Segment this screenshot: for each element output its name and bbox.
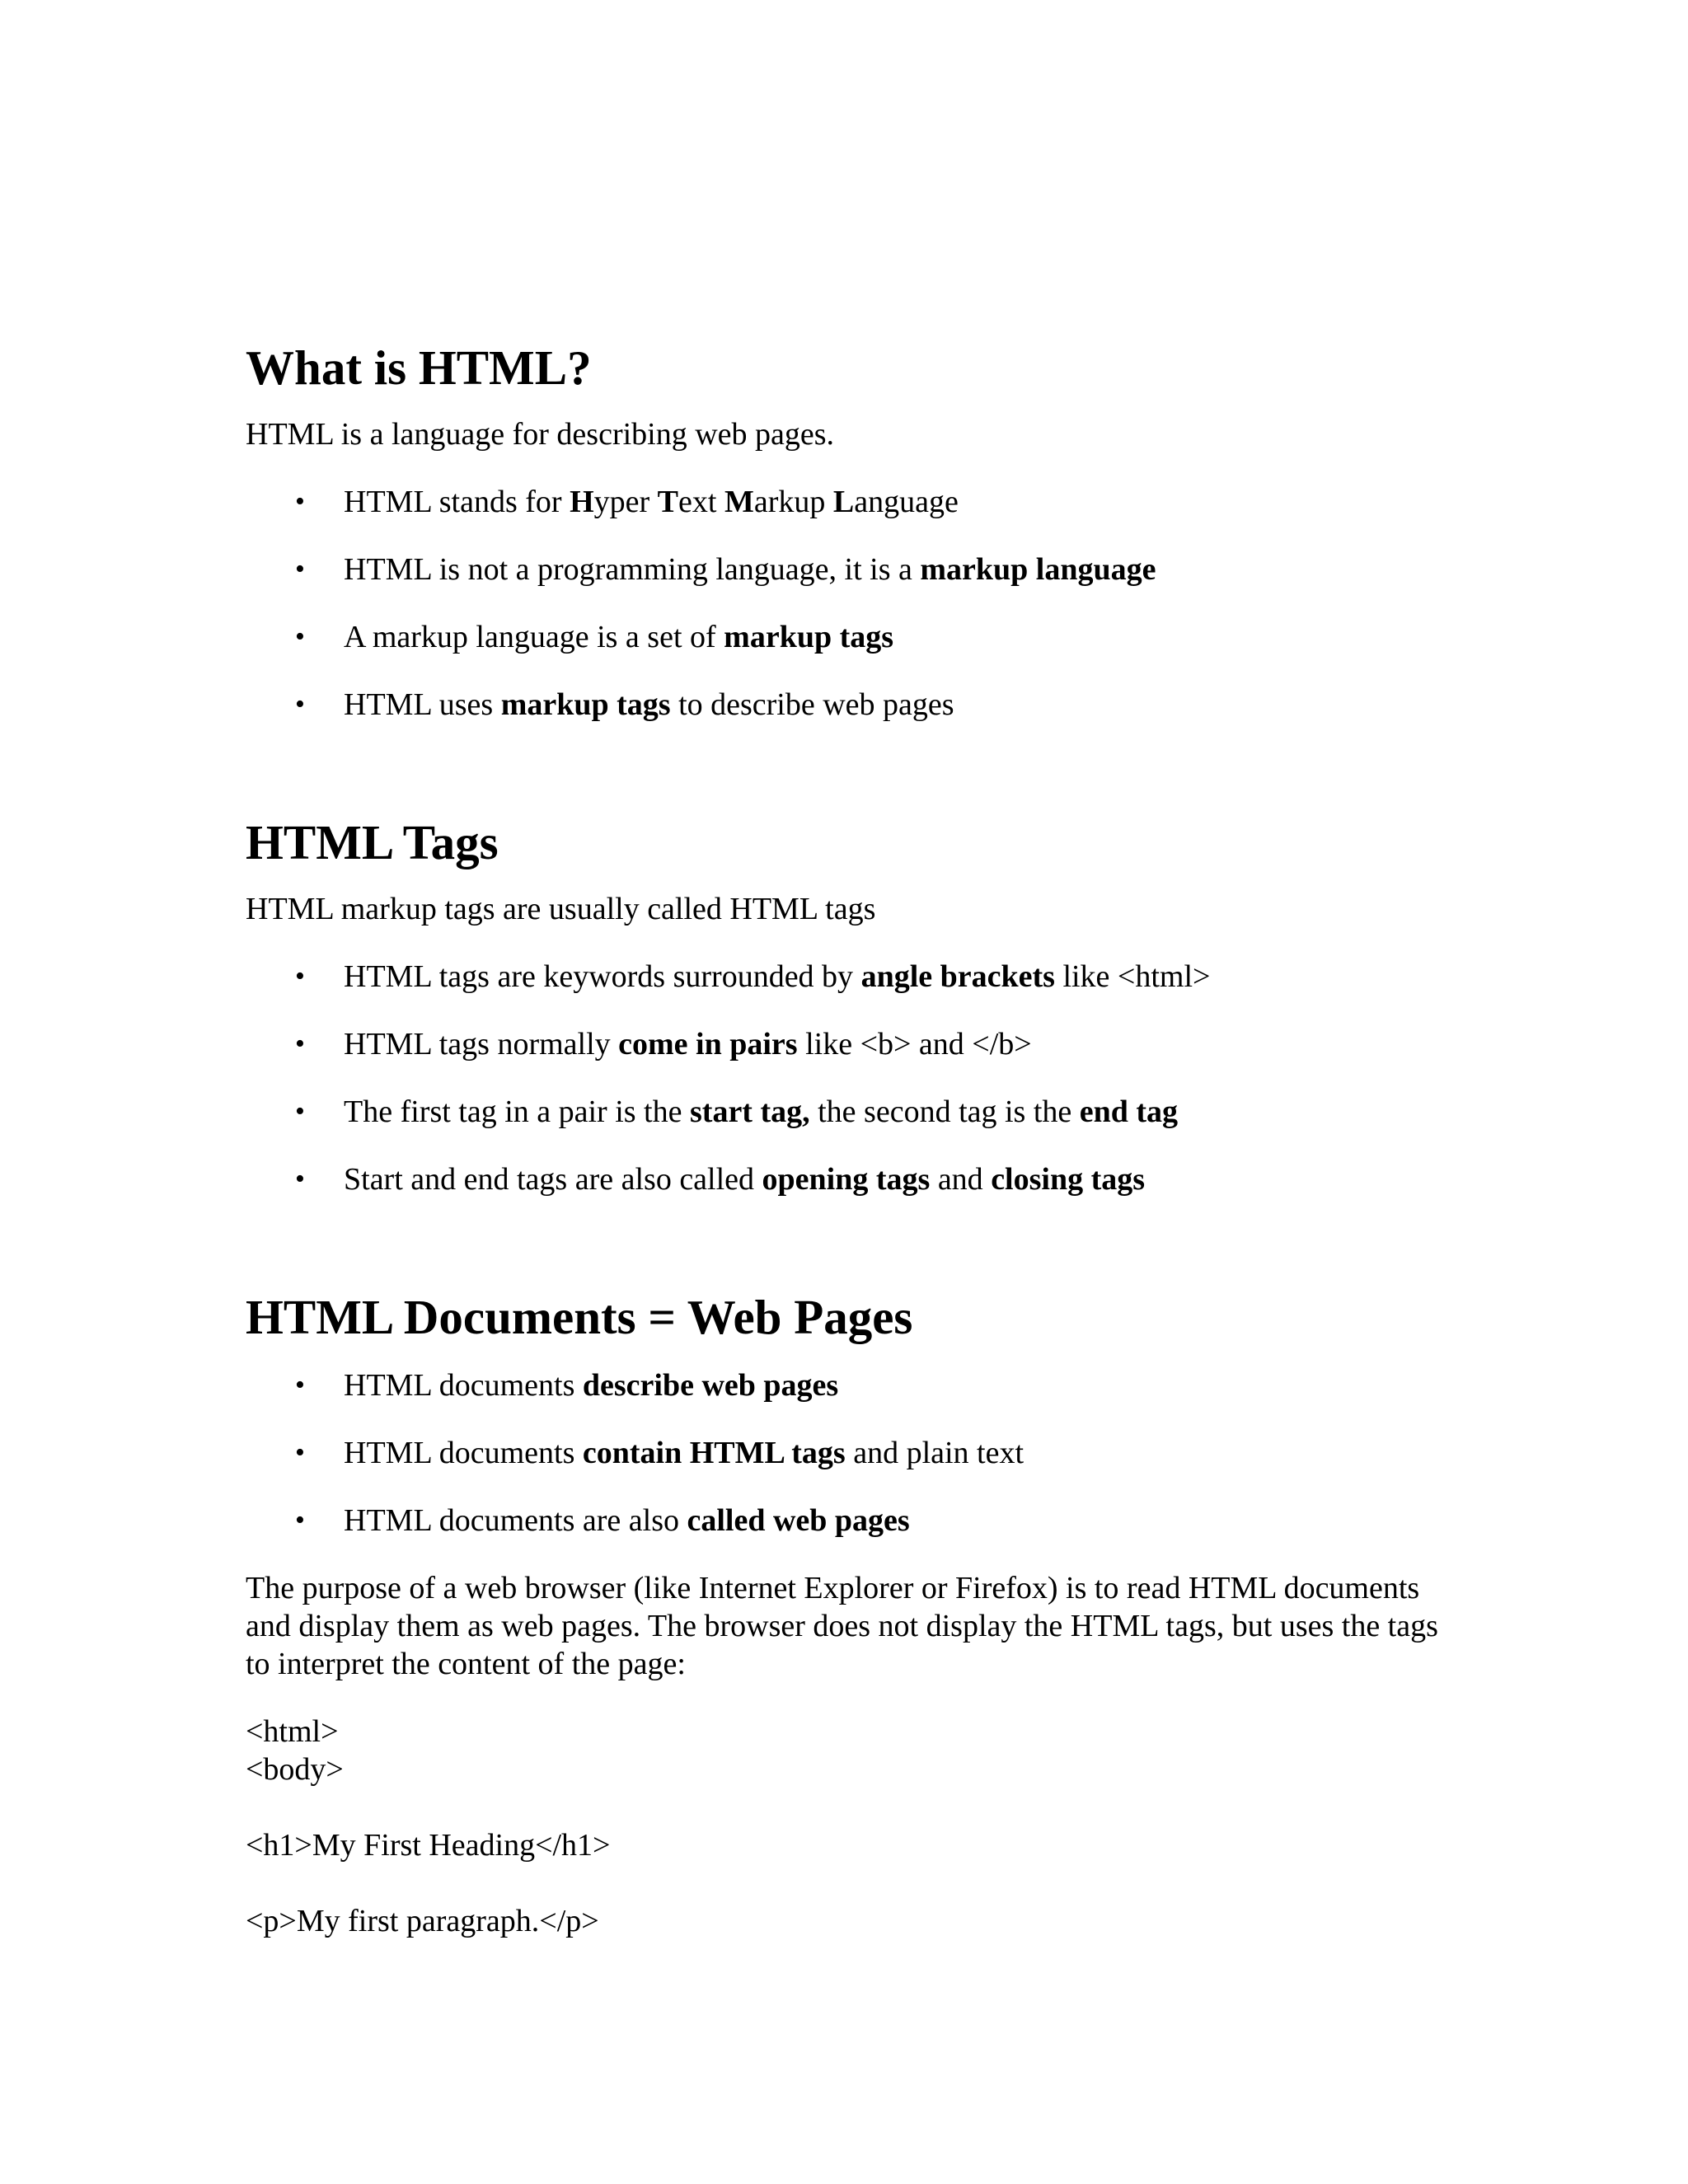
list-item [246,1160,1449,1198]
list-item [246,958,1449,996]
bold-text: markup tags [500,687,671,722]
bold-text: opening tags [762,1162,931,1197]
bullet-icon: • [295,1437,305,1468]
code-line: <body> [246,1752,344,1787]
text-run: like <html> [1054,959,1211,994]
code-example [246,1713,1449,1940]
text-run: like <b> and </b> [797,1027,1032,1062]
bold-text: M [724,485,754,519]
bullet-icon: • [295,621,305,652]
bold-text: come in pairs [618,1027,798,1062]
code-line: <h1>My First Heading</h1> [246,1828,611,1863]
bullet-icon: • [295,1164,305,1194]
bullet-icon: • [295,961,305,991]
bullet-icon: • [295,1096,305,1127]
blank-line [246,1864,1449,1902]
text-run: The first tag in a pair is the [344,1094,690,1129]
bold-text: closing tags [991,1162,1146,1197]
text-run: A markup language is a set of [344,620,724,654]
text-run: and plain text [845,1436,1025,1470]
section-html-tags [246,813,1449,1198]
bullet-list [246,483,1449,724]
code-line: <html> [246,1714,339,1749]
bold-text: contain HTML tags [582,1436,846,1470]
text-run: the second tag is the [809,1094,1080,1129]
list-item [246,551,1449,588]
list-item [246,1434,1449,1472]
section-heading: HTML Tags [246,815,499,869]
section-heading: HTML Documents = Web Pages [246,1290,913,1344]
list-item [246,1093,1449,1131]
purpose-paragraph: The purpose of a web browser (like Internet Explorer or Firefox) is to read HTML documents and display them as web pages. The browser does not display the HTML tags, but uses the tags to interpret the content of the page: [246,1571,1438,1681]
bold-text: end tag [1079,1094,1179,1129]
bold-text: T [657,485,679,519]
bold-text: angle brackets [860,959,1055,994]
text-run: and [930,1162,992,1197]
bold-text: describe web pages [582,1368,839,1403]
bullet-icon: • [295,486,305,517]
bold-text: start tag, [690,1094,810,1129]
text-run: HTML uses [344,687,501,722]
text-run: yper [593,485,658,519]
section-intro: HTML markup tags are usually called HTML tags [246,892,876,926]
bold-text: H [570,485,594,519]
bullet-list [246,1366,1449,1540]
bold-text: L [832,485,855,519]
bold-text: markup language [920,552,1156,587]
list-item [246,686,1449,724]
list-item [246,1366,1449,1404]
bullet-icon: • [295,1505,305,1535]
list-item [246,1025,1449,1063]
text-run: to describe web pages [670,687,954,722]
bullet-icon: • [295,1029,305,1059]
text-run: HTML tags normally [344,1027,619,1062]
section-what-is-html [246,338,1449,724]
code-line: <p>My first paragraph.</p> [246,1904,599,1938]
text-run: ext [678,485,724,519]
bold-text: markup tags [724,620,894,654]
text-run: arkup [753,485,833,519]
document-page [246,338,1449,1940]
section-heading: What is HTML? [246,340,592,395]
list-item [246,483,1449,521]
bold-text: called web pages [687,1503,910,1538]
text-run: HTML documents are also [344,1503,687,1538]
bullet-icon: • [295,554,305,584]
text-run: HTML documents [344,1436,583,1470]
text-run: HTML stands for [344,485,570,519]
section-intro: HTML is a language for describing web pages. [246,417,835,452]
text-run: HTML documents [344,1368,583,1403]
text-run: HTML tags are keywords surrounded by [344,959,861,994]
bullet-icon: • [295,1370,305,1400]
list-item [246,618,1449,656]
text-run: anguage [854,485,959,519]
section-html-documents [246,1287,1449,1940]
blank-line [246,1788,1449,1826]
list-item [246,1502,1449,1540]
bullet-icon: • [295,689,305,719]
bullet-list [246,958,1449,1198]
text-run: Start and end tags are also called [344,1162,762,1197]
text-run: HTML is not a programming language, it is a [344,552,921,587]
